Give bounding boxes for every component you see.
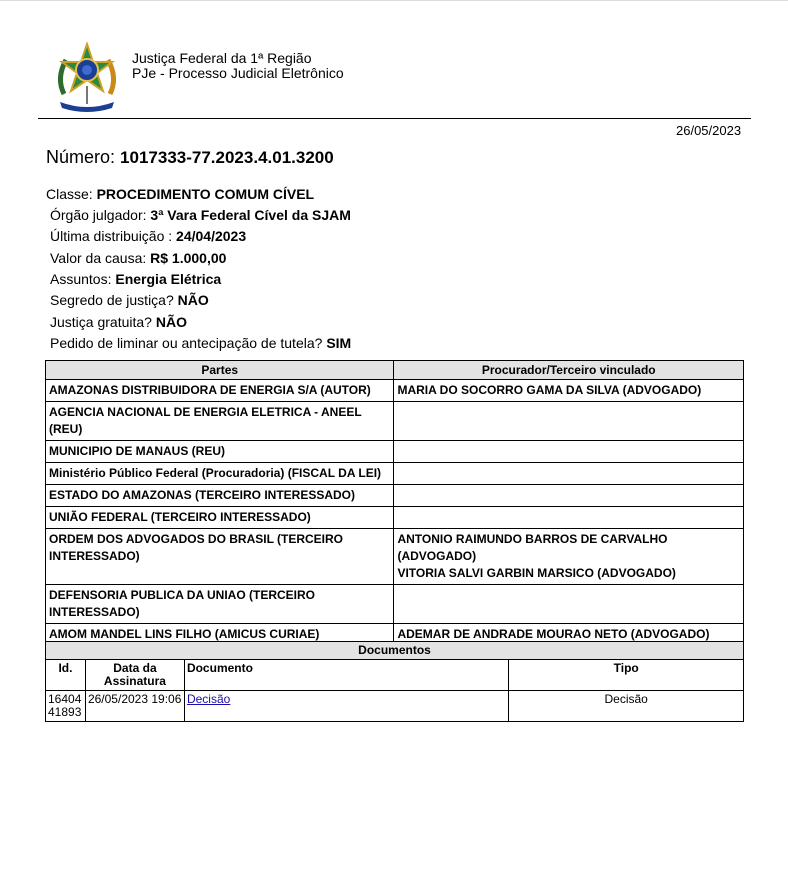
documento-link-cell: [184, 691, 508, 722]
partes-row: [46, 402, 744, 441]
partes-row: [46, 380, 744, 402]
procurador-cell: [394, 585, 744, 624]
process-number-value: 1017333-77.2023.4.01.3200: [120, 148, 334, 167]
parte-cell: AMAZONAS DISTRIBUIDORA DE ENERGIA S/A (AUTOR): [46, 380, 394, 402]
institution-header: [132, 51, 344, 81]
process-number-label: Número:: [46, 147, 116, 167]
documentos-table: [45, 641, 744, 722]
parte-cell: ORDEM DOS ADVOGADOS DO BRASIL (TERCEIRO INTERESSADO): [46, 529, 394, 585]
procurador-name: VITORIA SALVI GARBIN MARSICO (ADVOGADO): [397, 566, 676, 580]
info-orgao: [50, 207, 351, 223]
procurador-name: ADEMAR DE ANDRADE MOURAO NETO (ADVOGADO): [397, 627, 710, 641]
document-date: 26/05/2023: [676, 123, 742, 138]
segredo-label: Segredo de justiça?: [50, 292, 174, 308]
info-classe: [46, 186, 314, 202]
parte-cell: MUNICIPIO DE MANAUS (REU): [46, 441, 394, 463]
liminar-label: Pedido de liminar ou antecipação de tutela?: [50, 335, 323, 351]
info-liminar: [50, 335, 351, 351]
documentos-body: [46, 691, 744, 722]
info-valor: [50, 250, 226, 266]
valor-value: R$ 1.000,00: [150, 250, 227, 266]
info-segredo: [50, 292, 209, 308]
procurador-name: ANTONIO RAIMUNDO BARROS DE CARVALHO (ADVOGADO): [397, 532, 668, 563]
partes-row: [46, 463, 744, 485]
assuntos-label: Assuntos:: [50, 271, 112, 287]
documentos-title: Documentos: [46, 642, 744, 660]
documento-tipo-cell: Decisão: [509, 691, 744, 722]
distribuicao-value: 24/04/2023: [176, 228, 247, 244]
documentos-header-row: [46, 660, 744, 691]
documento-link[interactable]: Decisão: [186, 692, 231, 706]
top-divider: [0, 0, 788, 1]
partes-row: [46, 529, 744, 585]
classe-value: PROCEDIMENTO COMUM CÍVEL: [96, 186, 315, 202]
documento-data-cell: 26/05/2023 19:06: [85, 691, 184, 722]
parte-cell: AGENCIA NACIONAL DE ENERGIA ELETRICA - ANEEL (REU): [46, 402, 394, 441]
parte-cell: Ministério Público Federal (Procuradoria) (FISCAL DA LEI): [46, 463, 394, 485]
info-gratuita: [50, 314, 187, 330]
partes-header-row: [46, 361, 744, 380]
partes-header: Partes: [46, 361, 394, 380]
gratuita-label: Justiça gratuita?: [50, 314, 152, 330]
tipo-header: Tipo: [509, 660, 744, 691]
liminar-value: SIM: [326, 335, 352, 351]
procurador-cell: [394, 485, 744, 507]
procurador-cell: [394, 507, 744, 529]
partes-row: [46, 507, 744, 529]
orgao-label: Órgão julgador:: [50, 207, 147, 223]
parte-cell: DEFENSORIA PUBLICA DA UNIAO (TERCEIRO INTERESSADO): [46, 585, 394, 624]
orgao-value: 3ª Vara Federal Cível da SJAM: [150, 207, 351, 223]
procurador-cell: [394, 463, 744, 485]
procurador-cell: [394, 529, 744, 585]
distribuicao-label: Última distribuição :: [50, 228, 173, 244]
id-header: Id.: [46, 660, 86, 691]
partes-row: [46, 585, 744, 624]
partes-table: [45, 360, 744, 646]
procurador-cell: [394, 441, 744, 463]
parte-cell: UNIÃO FEDERAL (TERCEIRO INTERESSADO): [46, 507, 394, 529]
valor-label: Valor da causa:: [50, 250, 147, 266]
documento-row: [46, 691, 744, 722]
parte-cell: AMOM MANDEL LINS FILHO (AMICUS CURIAE): [46, 624, 394, 646]
gratuita-value: NÃO: [155, 314, 187, 330]
procurador-cell: [394, 402, 744, 441]
info-assuntos: [50, 271, 221, 287]
header-rule: [38, 118, 751, 119]
assuntos-value: Energia Elétrica: [115, 271, 222, 287]
parte-cell: ESTADO DO AMAZONAS (TERCEIRO INTERESSADO): [46, 485, 394, 507]
documentos-title-row: [46, 642, 744, 660]
partes-row: [46, 485, 744, 507]
documento-header: Documento: [184, 660, 508, 691]
process-number: [46, 147, 334, 168]
partes-body: [46, 380, 744, 646]
brazil-coat-of-arms-emblem: [52, 42, 122, 114]
procurador-name: MARIA DO SOCORRO GAMA DA SILVA (ADVOGADO): [397, 383, 702, 397]
system-name: PJe - Processo Judicial Eletrônico: [132, 65, 344, 81]
data-header: Data da Assinatura: [85, 660, 184, 691]
documento-id-cell: 1640441893: [46, 691, 86, 722]
classe-label: Classe:: [46, 186, 93, 202]
institution-name: Justiça Federal da 1ª Região: [132, 50, 312, 66]
segredo-value: NÃO: [177, 292, 209, 308]
procurador-cell: [394, 380, 744, 402]
procurador-header: Procurador/Terceiro vinculado: [394, 361, 744, 380]
info-distribuicao: [50, 228, 246, 244]
partes-row: [46, 441, 744, 463]
